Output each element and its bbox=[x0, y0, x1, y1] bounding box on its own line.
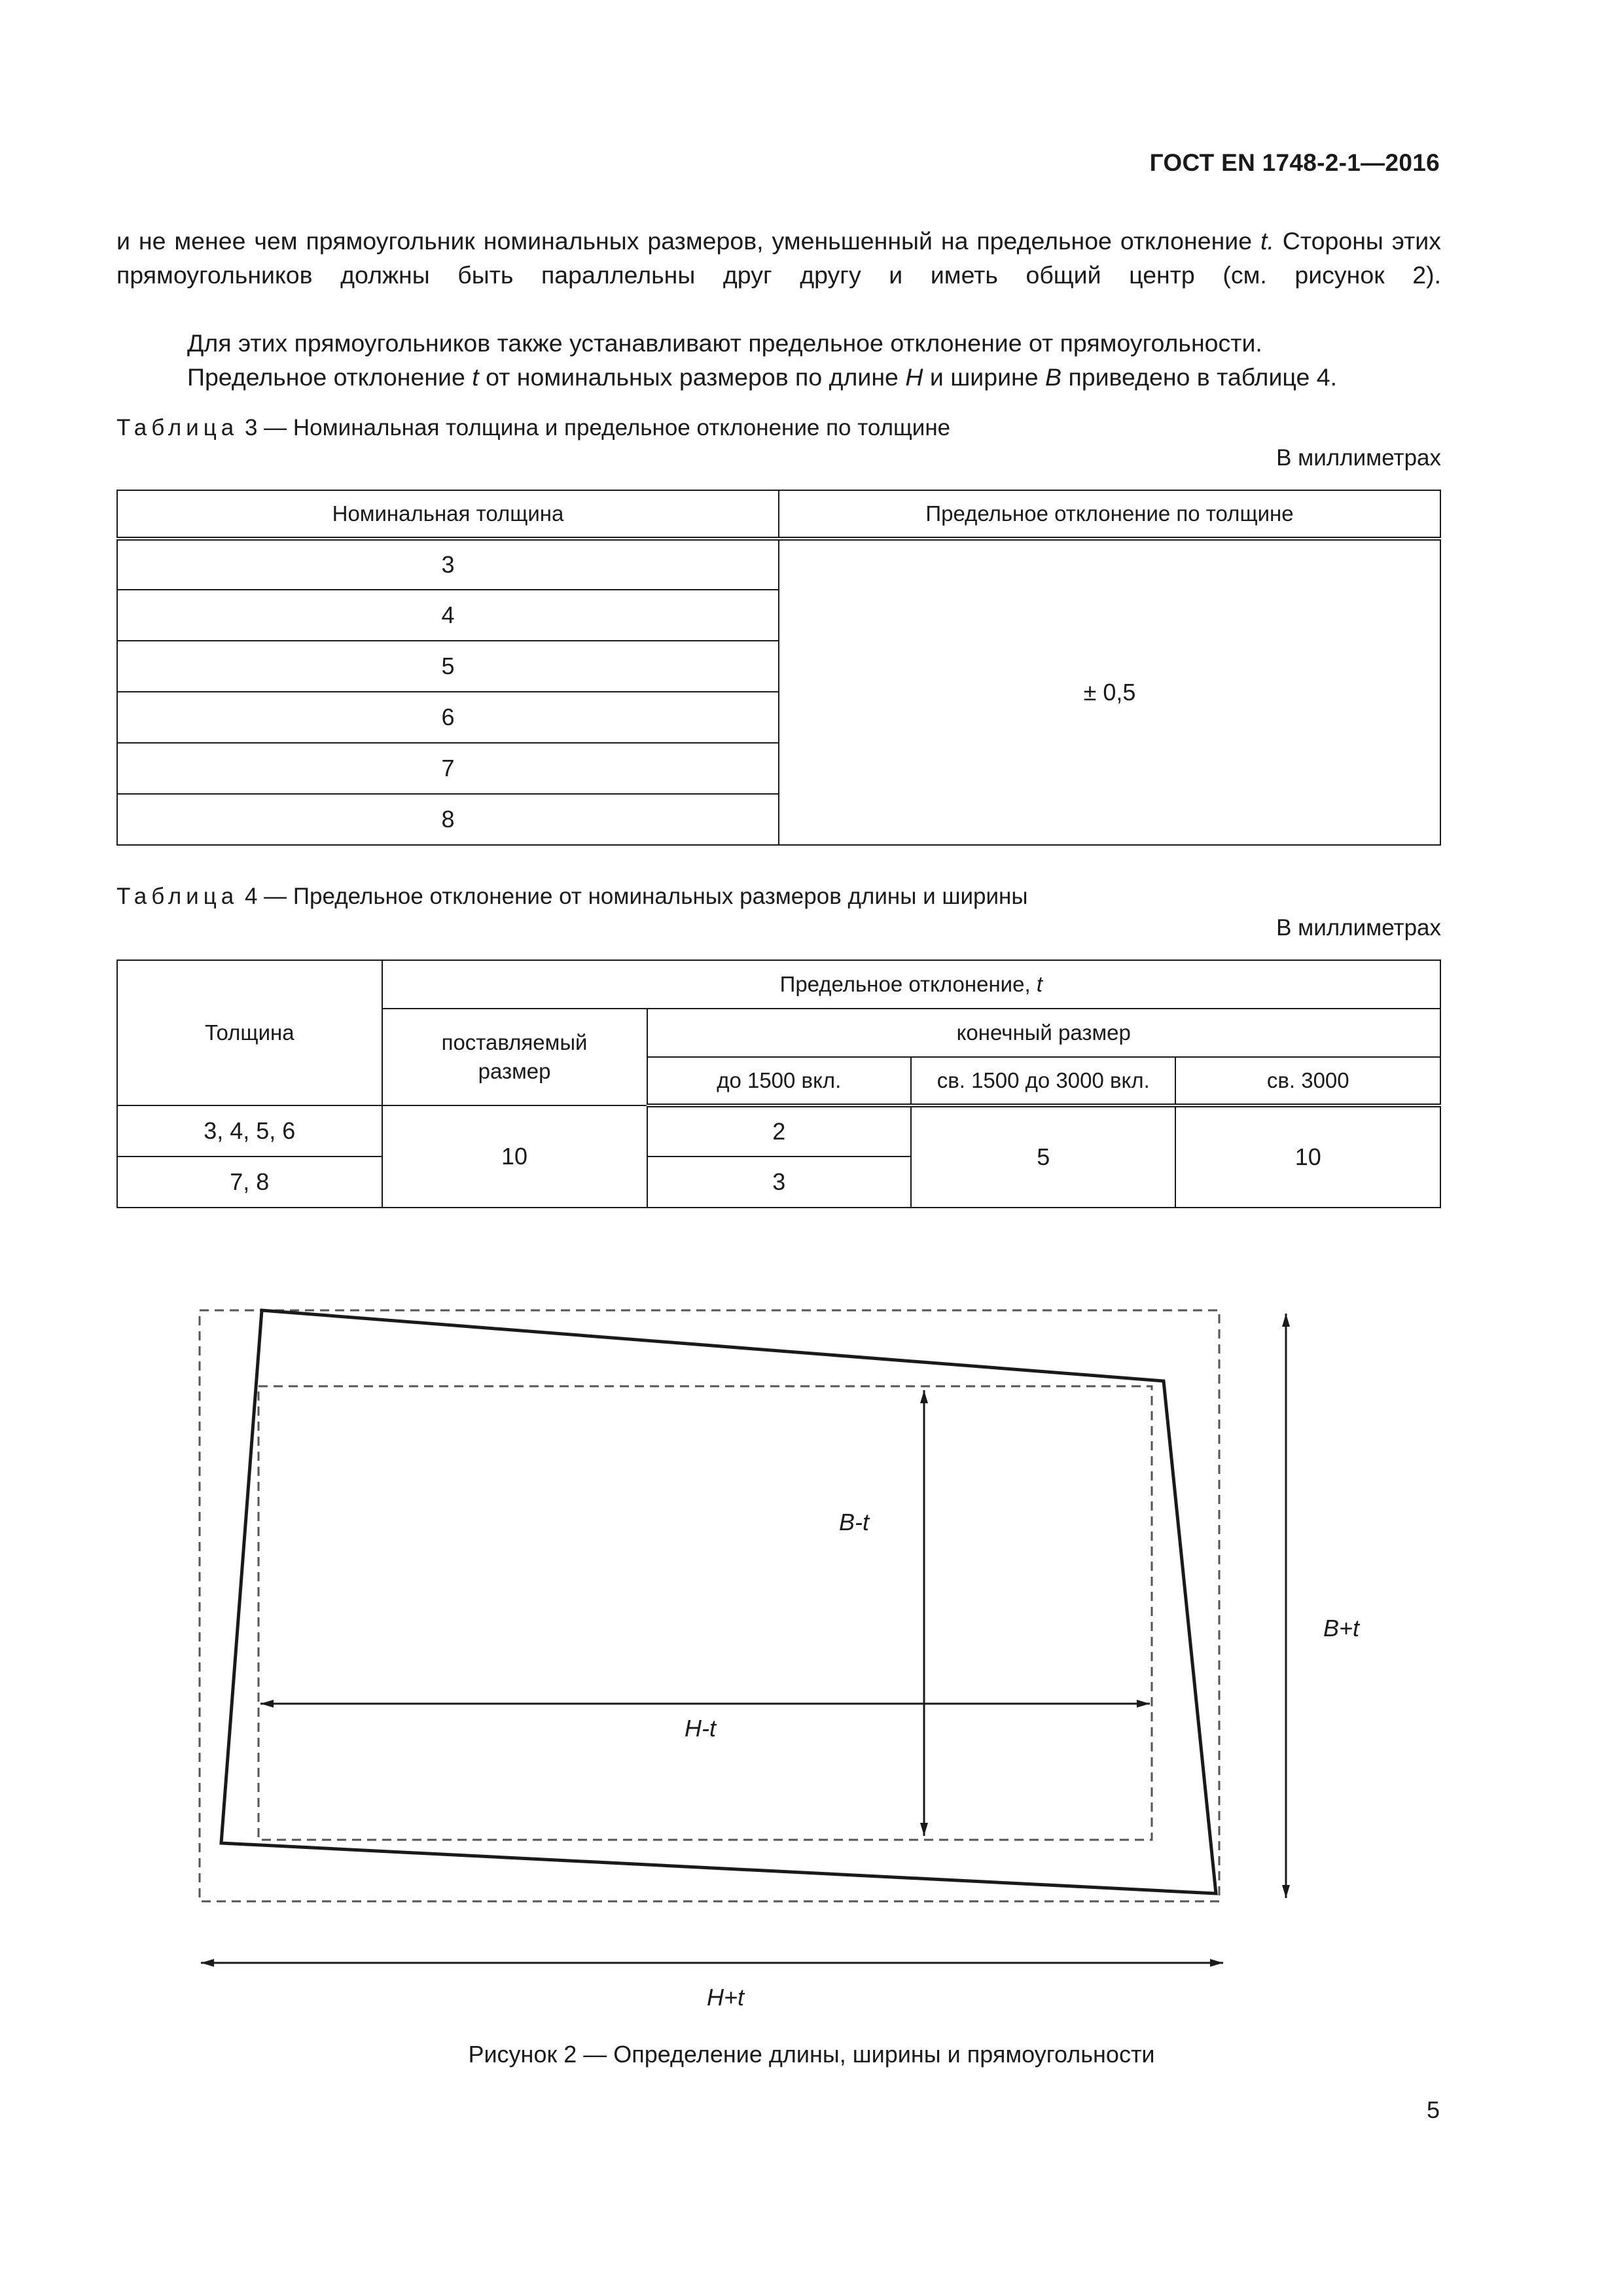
table3-cell: 4 bbox=[117, 590, 779, 641]
label-inner-length: H-t bbox=[685, 1715, 716, 1742]
table3-cell: 7 bbox=[117, 743, 779, 794]
table4-header-deviation: Предельное отклонение, t bbox=[382, 960, 1440, 1009]
table4-header-upto1500: до 1500 вкл. bbox=[647, 1057, 911, 1105]
paragraph-3: Предельное отклонение t от номинальных размеров по длине H и ширине B приведено в таблице 4. bbox=[187, 363, 1337, 391]
table4-cell-upto1500: 2 bbox=[647, 1105, 911, 1157]
table4-caption: Таблица 4 — Предельное отклонение от номинальных размеров длины и ширины bbox=[116, 884, 1028, 909]
table4-cell-over3000: 10 bbox=[1175, 1105, 1440, 1208]
sheet-outline bbox=[221, 1310, 1216, 1893]
table4-units: В миллиметрах bbox=[1276, 915, 1441, 941]
outer-tolerance-rectangle bbox=[200, 1310, 1219, 1901]
document-code: ГОСТ EN 1748-2-1—2016 bbox=[1149, 149, 1440, 176]
table4-cell-thickness: 7, 8 bbox=[117, 1157, 382, 1208]
inner-tolerance-rectangle bbox=[259, 1386, 1152, 1840]
paragraph-1: и не менее чем прямоугольник номинальных размеров, уменьшенный на предельное отклонение t. Стороны этих прямоугольников должны быть параллельны друг другу и иметь общий центр (см. рисунок 2). bbox=[116, 227, 1441, 289]
table4-header-over3000: св. 3000 bbox=[1175, 1057, 1440, 1105]
table4-header-1500-3000: св. 1500 до 3000 вкл. bbox=[911, 1057, 1175, 1105]
table4-cell-thickness: 3, 4, 5, 6 bbox=[117, 1105, 382, 1157]
page-number: 5 bbox=[1426, 2096, 1440, 2123]
table3-cell: 8 bbox=[117, 794, 779, 845]
table4-header-supplied: поставляемый размер bbox=[382, 1009, 647, 1105]
table3-caption: Таблица 3 — Номинальная толщина и предельное отклонение по толщине bbox=[116, 415, 951, 440]
label-outer-width: B+t bbox=[1323, 1615, 1360, 1641]
figure-caption: Рисунок 2 — Определение длины, ширины и прямоугольности bbox=[468, 2041, 1155, 2068]
table3-units: В миллиметрах bbox=[1276, 445, 1441, 471]
table3-deviation-cell: ± 0,5 bbox=[779, 539, 1440, 845]
table3-header-thickness: Номинальная толщина bbox=[117, 490, 779, 539]
table3-cell: 6 bbox=[117, 692, 779, 743]
table3-cell: 3 bbox=[117, 539, 779, 590]
table4-header-final: конечный размер bbox=[647, 1009, 1440, 1057]
label-outer-length: H+t bbox=[707, 1984, 745, 2011]
table4-cell-supplied: 10 bbox=[382, 1105, 647, 1208]
table3-header-deviation: Предельное отклонение по толщине bbox=[779, 490, 1440, 539]
paragraph-2: Для этих прямоугольников также устанавливают предельное отклонение от прямоугольности. bbox=[187, 329, 1262, 357]
label-inner-width: B-t bbox=[839, 1509, 870, 1535]
table4-cell-1500-3000: 5 bbox=[911, 1105, 1175, 1208]
table4-cell-upto1500: 3 bbox=[647, 1157, 911, 1208]
table3-cell: 5 bbox=[117, 641, 779, 692]
table4-header-thickness: Толщина bbox=[117, 960, 382, 1105]
